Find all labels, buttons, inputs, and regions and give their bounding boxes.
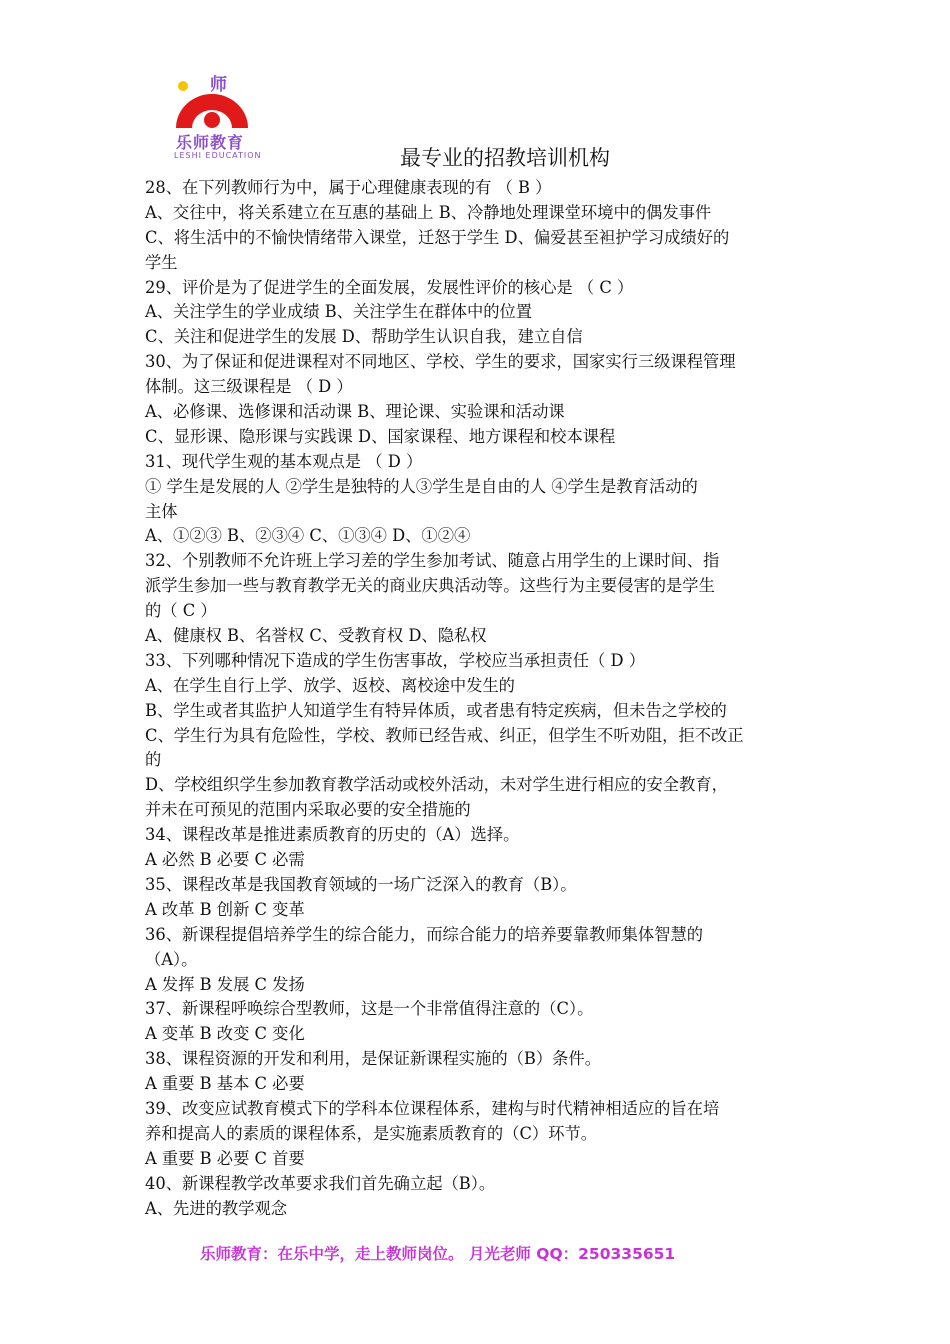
header-tagline: 最专业的招教培训机构 (400, 146, 610, 170)
text-line: 主体 (145, 501, 178, 521)
text-line: ① 学生是发展的人 ②学生是独特的人③学生是自由的人 ④学生是教育活动的 (145, 476, 698, 496)
text-line: 37、新课程呼唤综合型教师，这是一个非常值得注意的（C）。 (145, 999, 594, 1019)
text-line: A、在学生自行上学、放学、返校、离校途中发生的 (145, 675, 515, 695)
logo-english: LESHI EDUCATION (174, 151, 262, 160)
text-line: 32、个别教师不允许班上学习差的学生参加考试、随意占用学生的上课时间、指 (145, 551, 720, 571)
text-line: 的 (145, 750, 162, 770)
footer-text: 乐师教育：在乐中学，走上教师岗位。 月光老师 QQ：250335651 (200, 1245, 676, 1263)
text-line: A 发挥 B 发展 C 发扬 (145, 974, 305, 994)
text-line: 33、下列哪种情况下造成的学生伤害事故，学校应当承担责任（ D ） (145, 650, 645, 670)
text-line: C、显形课、隐形课与实践课 D、国家课程、地方课程和校本课程 (145, 426, 616, 446)
text-line: 的（ C ） (145, 601, 217, 621)
text-line: A 必然 B 必要 C 必需 (145, 850, 305, 870)
text-line: A 重要 B 必要 C 首要 (145, 1148, 305, 1168)
text-line: A、交往中，将关系建立在互惠的基础上 B、冷静地处理课堂环境中的偶发事件 (145, 202, 712, 222)
text-line: （A）。 (145, 949, 198, 969)
text-line: C、学生行为具有危险性，学校、教师已经告戒、纠正，但学生不听劝阻，拒不改正 (145, 725, 744, 745)
text-line: 40、新课程教学改革要求我们首先确立起（B）。 (145, 1173, 496, 1193)
text-line: C、关注和促进学生的发展 D、帮助学生认识自我，建立自信 (145, 327, 583, 347)
document-body (145, 176, 810, 1221)
text-line: A、健康权 B、名誉权 C、受教育权 D、隐私权 (145, 626, 487, 646)
text-line: A 改革 B 创新 C 变革 (145, 899, 305, 919)
text-line: 31、现代学生观的基本观点是 （ D ） (145, 451, 423, 471)
text-line: A 重要 B 基本 C 必要 (145, 1074, 305, 1094)
text-line: A、先进的教学观念 (145, 1198, 288, 1218)
logo-name: 乐师教育 (176, 133, 245, 152)
text-line: 39、改变应试教育模式下的学科本位课程体系，建构与时代精神相适应的旨在培 (145, 1098, 720, 1118)
text-line: 派学生参加一些与教育教学无关的商业庆典活动等。这些行为主要侵害的是学生 (145, 576, 715, 596)
text-line: C、将生活中的不愉快情绪带入课堂，迁怒于学生 D、偏爱甚至袒护学习成绩好的 (145, 227, 730, 247)
text-line: 养和提高人的素质的课程体系，是实施素质教育的（C）环节。 (145, 1123, 598, 1143)
text-line: 29、评价是为了促进学生的全面发展，发展性评价的核心是 （ C ） (145, 277, 634, 297)
text-line: A、关注学生的学业成绩 B、关注学生在群体中的位置 (145, 302, 533, 322)
text-line: A、①②③ B、②③④ C、①③④ D、①②④ (145, 526, 471, 546)
text-line: 30、为了保证和促进课程对不同地区、学校、学生的要求，国家实行三级课程管理 (145, 352, 736, 372)
text-line: A 变革 B 改变 C 变化 (145, 1024, 305, 1044)
brand-logo (170, 70, 270, 165)
text-line: D、学校组织学生参加教育教学活动或校外活动，未对学生进行相应的安全教育， (145, 775, 728, 795)
text-line: 38、课程资源的开发和利用，是保证新课程实施的（B）条件。 (145, 1049, 601, 1069)
text-line: 28、在下列教师行为中，属于心理健康表现的有 （ B ） (145, 178, 552, 197)
text-line: A、必修课、选修课和活动课 B、理论课、实验课和活动课 (145, 402, 565, 422)
text-line: 34、课程改革是推进素质教育的历史的（A）选择。 (145, 825, 520, 845)
text-line: 35、课程改革是我国教育领域的一场广泛深入的教育（B）。 (145, 874, 577, 894)
text-line: B、学生或者其监护人知道学生有特异体质，或者患有特定疾病，但未告之学校的 (145, 700, 727, 720)
text-line: 36、新课程提倡培养学生的综合能力，而综合能力的培养要靠教师集体智慧的 (145, 924, 704, 944)
text-line: 并未在可预见的范围内采取必要的安全措施的 (145, 800, 471, 820)
text-line: 学生 (145, 252, 178, 272)
logo-char: 师 (210, 75, 227, 95)
text-line: 体制。这三级课程是 （ D ） (145, 377, 353, 397)
